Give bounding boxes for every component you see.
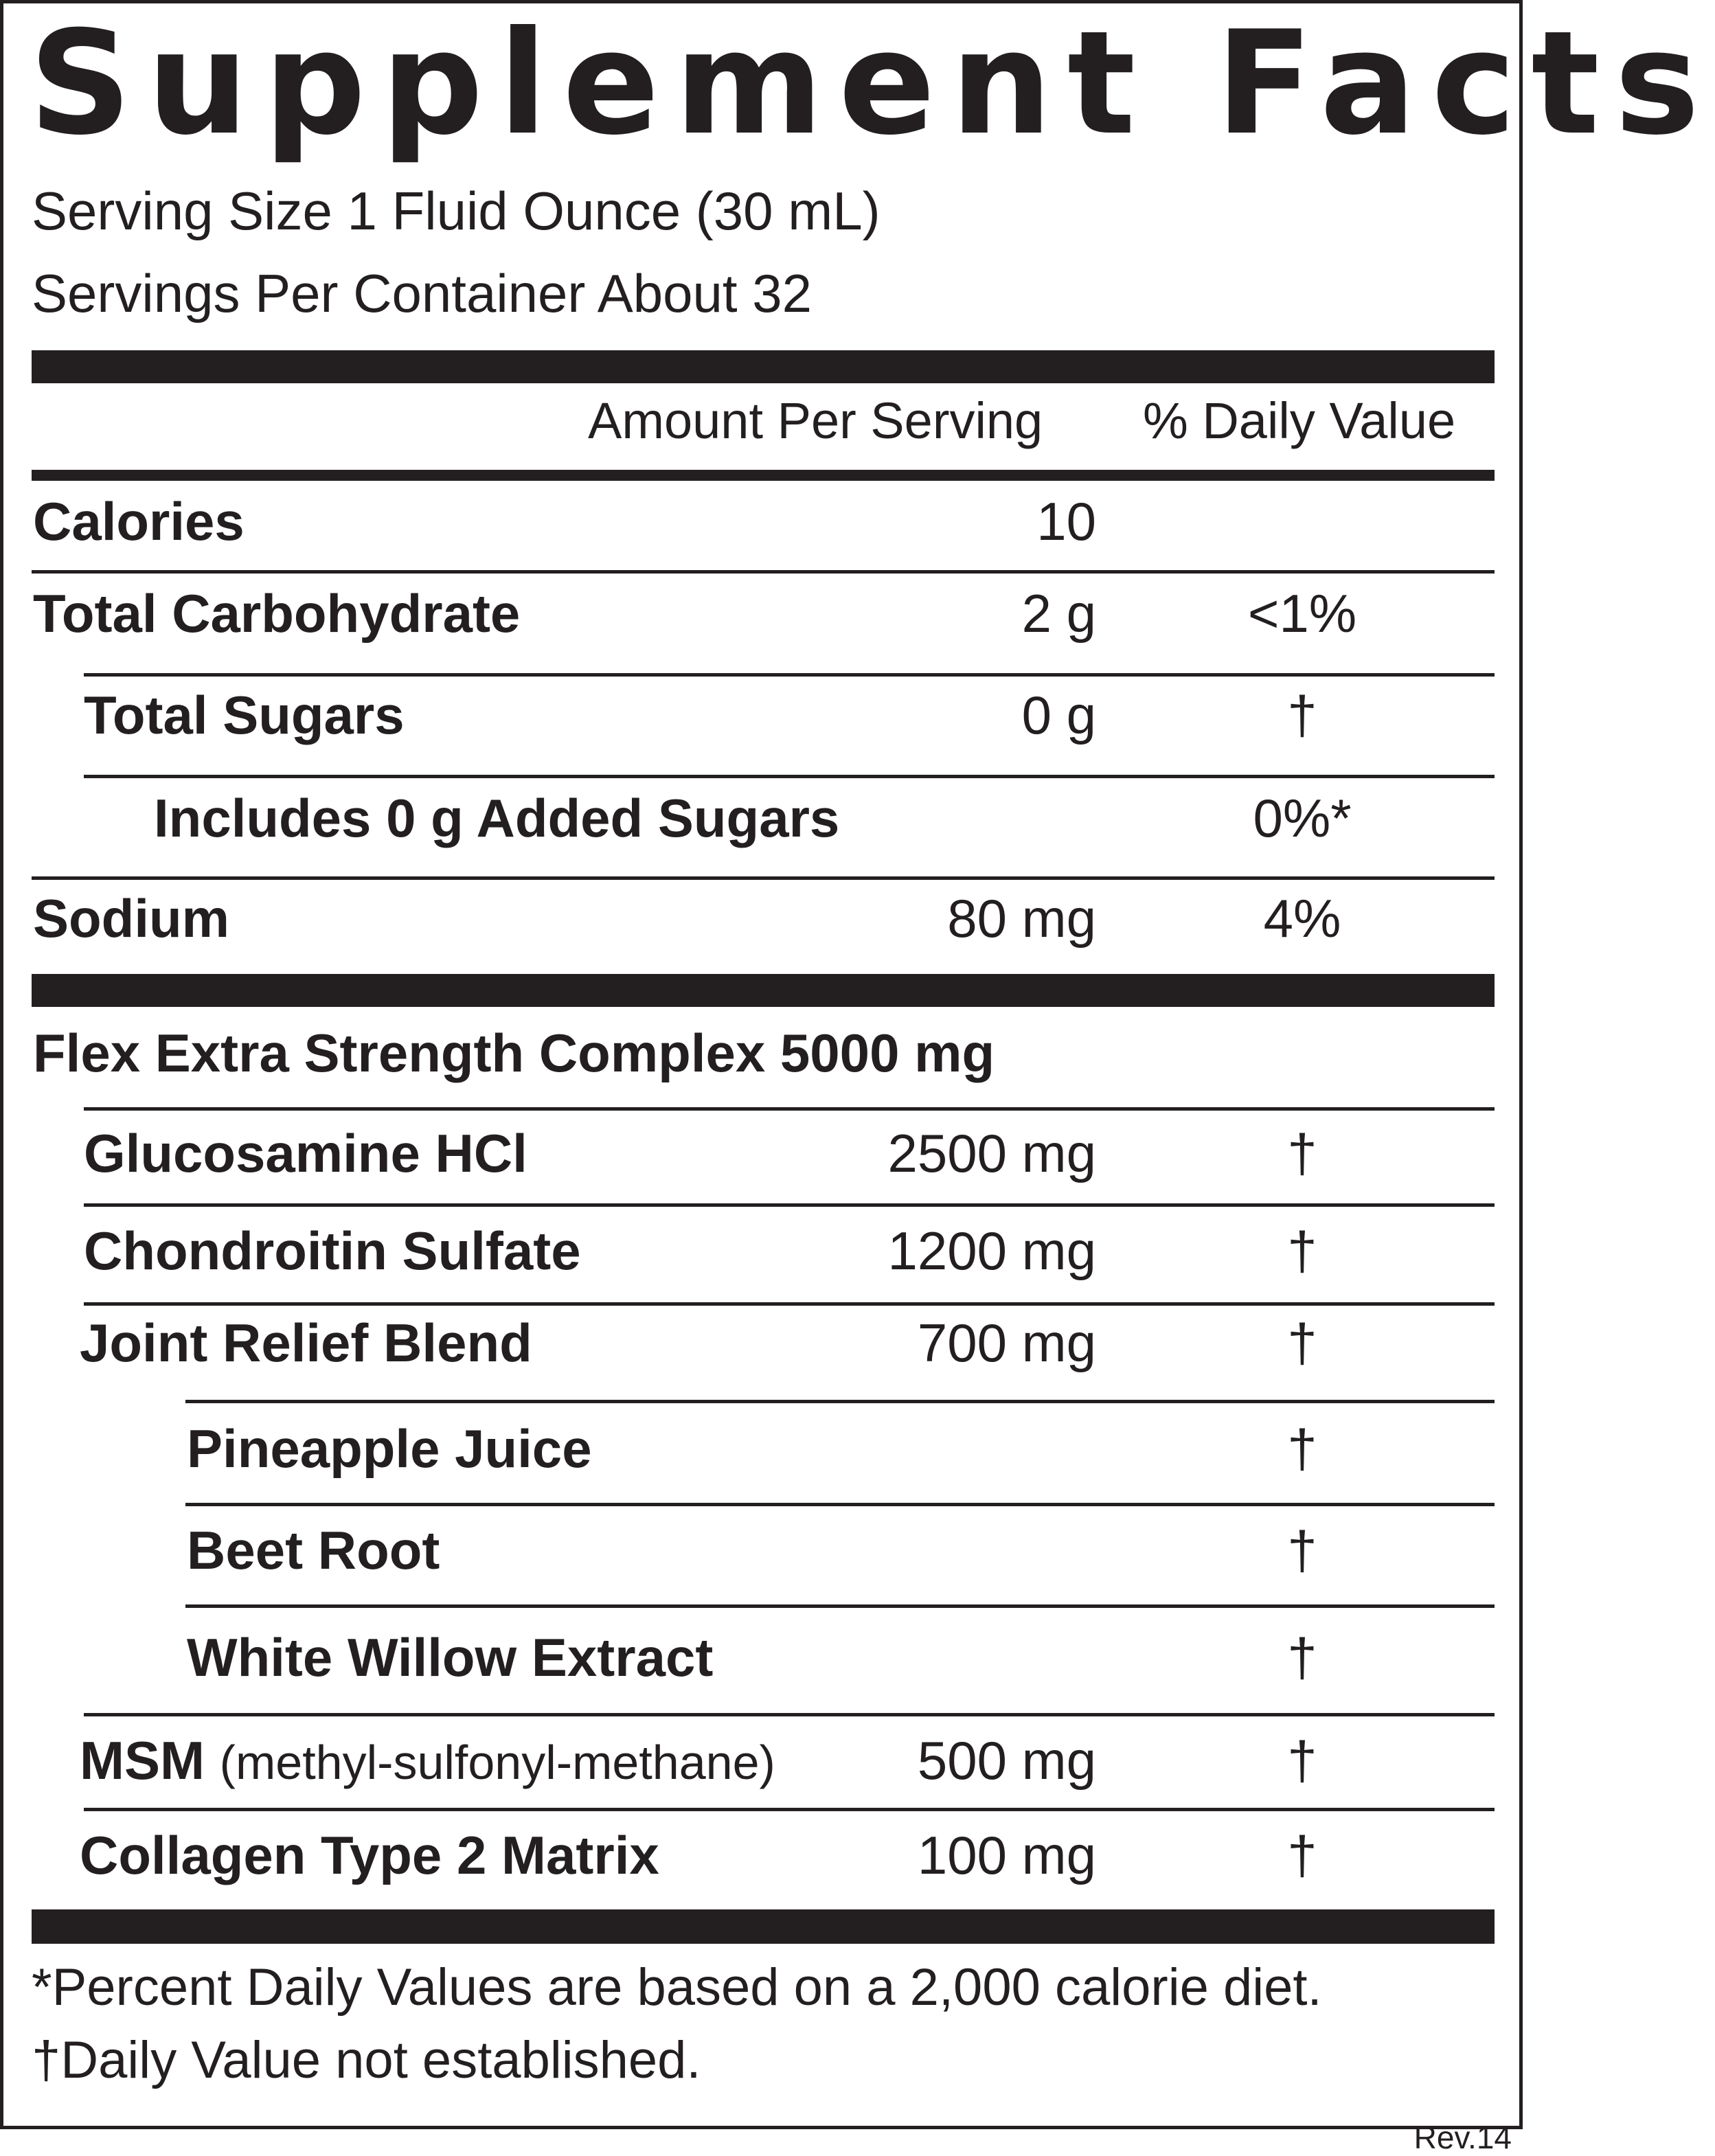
ingredient-name-bold: MSM xyxy=(80,1730,205,1791)
ingredient-name: Beet Root xyxy=(187,1520,440,1580)
nutrient-name: Total Sugars xyxy=(84,685,405,745)
ingredient-daily-value: † xyxy=(1287,1825,1317,1885)
ingredient-name: Joint Relief Blend xyxy=(80,1313,532,1373)
medium-divider xyxy=(32,470,1495,481)
ingredient-name-note: (methyl-sulfonyl-methane) xyxy=(219,1736,775,1789)
row-divider xyxy=(84,1302,1495,1306)
nutrient-daily-value: 0%* xyxy=(1253,788,1352,848)
row-divider xyxy=(84,1808,1495,1811)
nutrient-daily-value: † xyxy=(1287,685,1317,745)
ingredient-daily-value: † xyxy=(1287,1520,1317,1580)
row-divider xyxy=(84,673,1495,677)
nutrient-name: Total Carbohydrate xyxy=(33,583,521,644)
servings-per-container: Servings Per Container About 32 xyxy=(32,263,813,324)
ingredient-name: Chondroitin Sulfate xyxy=(84,1221,581,1281)
ingredient-amount: 1200 mg xyxy=(887,1221,1096,1281)
ingredient-amount: 500 mg xyxy=(917,1730,1096,1791)
row-divider xyxy=(84,1713,1495,1716)
nutrient-name: Includes 0 g Added Sugars xyxy=(154,788,840,848)
ingredient-name: White Willow Extract xyxy=(187,1627,714,1688)
ingredient-name xyxy=(80,1730,775,1791)
nutrient-name: Sodium xyxy=(33,888,229,949)
row-divider xyxy=(84,775,1495,778)
row-divider xyxy=(185,1604,1495,1608)
nutrient-amount: 2 g xyxy=(1021,583,1096,644)
row-divider xyxy=(32,570,1495,574)
ingredient-amount: 100 mg xyxy=(917,1825,1096,1885)
ingredient-daily-value: † xyxy=(1287,1313,1317,1373)
ingredient-daily-value: † xyxy=(1287,1627,1317,1688)
nutrient-daily-value: <1% xyxy=(1247,583,1357,644)
serving-size: Serving Size 1 Fluid Ounce (30 mL) xyxy=(32,181,881,241)
ingredient-name: Glucosamine HCl xyxy=(84,1123,527,1183)
row-divider xyxy=(84,1203,1495,1207)
ingredient-daily-value: † xyxy=(1287,1123,1317,1183)
header-daily-value: % Daily Value xyxy=(1143,392,1456,449)
revision-label: Rev.14 xyxy=(1413,2120,1512,2155)
row-divider xyxy=(84,1107,1495,1111)
nutrient-name: Calories xyxy=(33,491,245,552)
panel-title: Supplement Facts xyxy=(29,1,1715,167)
complex-name: Flex Extra Strength Complex 5000 mg xyxy=(33,1023,995,1083)
row-divider xyxy=(185,1503,1495,1506)
ingredient-daily-value: † xyxy=(1287,1418,1317,1479)
thick-divider-bottom xyxy=(32,1909,1495,1944)
header-amount-per-serving: Amount Per Serving xyxy=(588,392,1043,449)
nutrient-amount: 80 mg xyxy=(947,888,1096,949)
ingredient-daily-value: † xyxy=(1287,1221,1317,1281)
nutrient-amount: 0 g xyxy=(1021,685,1096,745)
ingredient-daily-value: † xyxy=(1287,1730,1317,1791)
thick-divider-top xyxy=(32,350,1495,383)
row-divider xyxy=(32,876,1495,880)
ingredient-amount: 2500 mg xyxy=(887,1123,1096,1183)
ingredient-name: Pineapple Juice xyxy=(187,1418,592,1479)
footnote-dagger: †Daily Value not established. xyxy=(32,2031,701,2089)
row-divider xyxy=(185,1400,1495,1403)
ingredient-name: Collagen Type 2 Matrix xyxy=(80,1825,659,1885)
thick-divider-middle xyxy=(32,974,1495,1007)
nutrient-amount: 10 xyxy=(1036,491,1096,552)
ingredient-amount: 700 mg xyxy=(917,1313,1096,1373)
nutrient-daily-value: 4% xyxy=(1263,888,1341,949)
footnote-percent: *Percent Daily Values are based on a 2,000 calorie diet. xyxy=(32,1958,1322,2017)
